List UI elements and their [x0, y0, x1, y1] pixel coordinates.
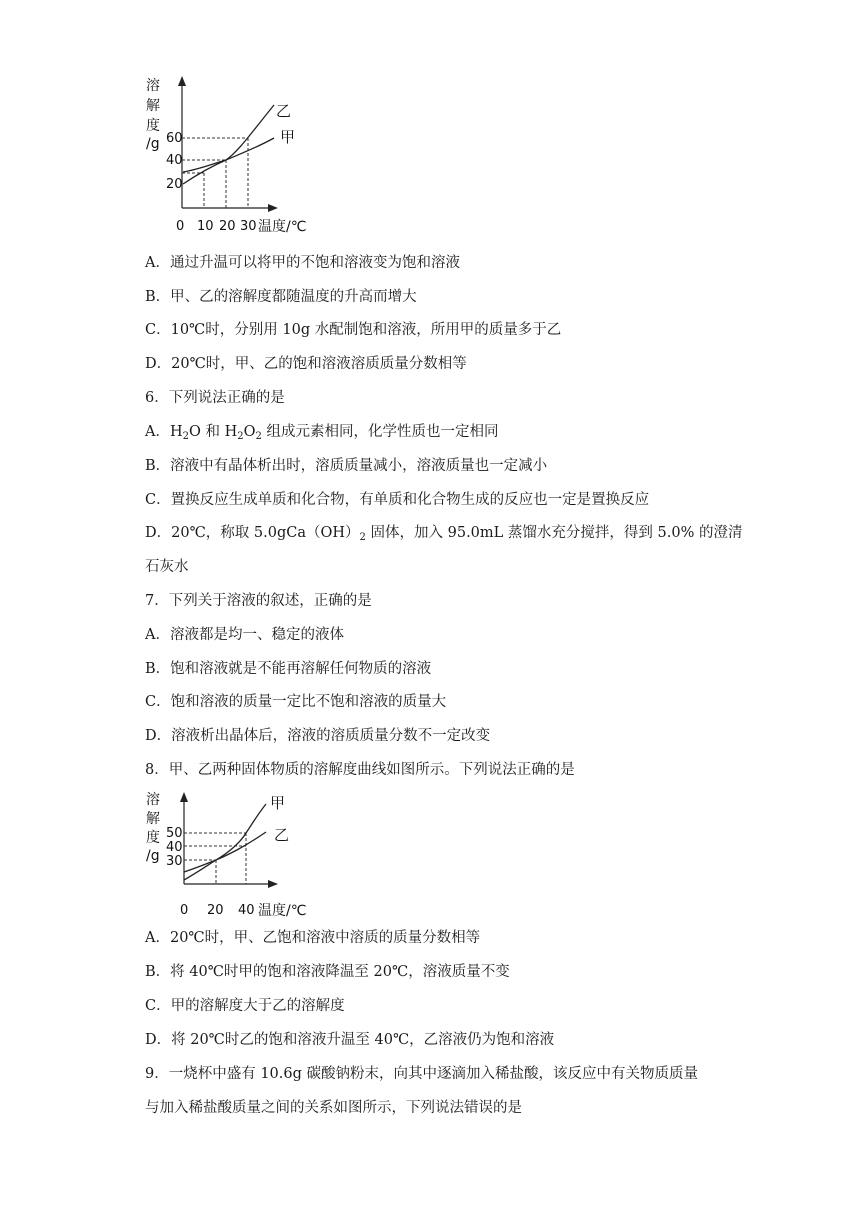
x-tick-label: 0	[180, 903, 189, 918]
subscript: 2	[359, 532, 366, 543]
x-tick-label: 20	[207, 903, 224, 918]
q7-option-d: D．溶液析出晶体后，溶液的溶质质量分数不一定改变	[145, 728, 491, 744]
q8-option-b: B．将 40℃时甲的饱和溶液降温至 20℃，溶液质量不变	[145, 964, 510, 980]
curve-label-yi: 乙	[274, 826, 290, 844]
q5-option-d: D．20℃时，甲、乙的饱和溶液溶质质量分数相等	[145, 356, 467, 372]
x-axis-arrow	[268, 204, 278, 212]
ylabel-char: 度	[146, 830, 160, 846]
curve-label-yi: 乙	[276, 102, 292, 120]
text-run: A．H	[145, 424, 183, 440]
ylabel-char: 度	[146, 118, 160, 134]
x-tick-label: 0	[176, 219, 185, 234]
subscript: 2	[182, 431, 189, 442]
ylabel-char: 解	[146, 811, 160, 827]
q7-stem: 7．下列关于溶液的叙述，正确的是	[145, 593, 372, 609]
q5-option-a: A．通过升温可以将甲的不饱和溶液变为饱和溶液	[145, 255, 460, 271]
solubility-figure-1	[140, 72, 320, 240]
q9-stem-line-2: 与加入稀盐酸质量之间的关系如图所示，下列说法错误的是	[145, 1100, 522, 1116]
text-run: O	[243, 424, 256, 440]
x-tick-label: 20	[219, 219, 236, 234]
q8-option-d: D．将 20℃时乙的饱和溶液升温至 40℃，乙溶液仍为饱和溶液	[145, 1032, 555, 1048]
y-tick-label: 20	[166, 177, 183, 192]
ylabel-char: /g	[146, 136, 160, 152]
text-run: 固体，加入 95.0mL 蒸馏水充分搅拌，得到 5.0% 的澄清	[365, 525, 743, 541]
q6-option-d	[145, 523, 742, 543]
q6-stem: 6．下列说法正确的是	[145, 390, 285, 406]
x-tick-label: 10	[197, 219, 214, 234]
x-tick-label: 30	[240, 219, 257, 234]
ylabel-char: /g	[146, 848, 160, 864]
y-tick-label: 50	[166, 826, 183, 841]
q6-option-a	[145, 422, 499, 442]
y-axis-arrow	[180, 792, 188, 802]
y-tick-label: 30	[166, 854, 183, 869]
solubility-figure-2	[140, 788, 320, 923]
ylabel-char: 溶	[146, 78, 160, 94]
q8-option-a: A．20℃时，甲、乙饱和溶液中溶质的质量分数相等	[145, 930, 481, 946]
y-axis-arrow	[178, 76, 186, 86]
q6-option-d-continued: 石灰水	[145, 559, 189, 575]
curve-label-jia: 甲	[270, 794, 286, 812]
q5-option-c: C．10℃时，分别用 10g 水配制饱和溶液，所用甲的质量多于乙	[145, 322, 562, 338]
curve-jia	[184, 804, 266, 880]
q5-option-b: B．甲、乙的溶解度都随温度的升高而增大	[145, 289, 417, 305]
y-tick-label: 40	[166, 840, 183, 855]
x-axis-arrow	[268, 880, 278, 888]
q6-option-b: B．溶液中有晶体析出时，溶质质量减小，溶液质量也一定减小	[145, 458, 548, 474]
q8-option-c: C．甲的溶解度大于乙的溶解度	[145, 998, 345, 1014]
xlabel: 温度/℃	[258, 219, 307, 235]
q9-stem-line-1: 9．一烧杯中盛有 10.6g 碳酸钠粉末，向其中逐滴加入稀盐酸，该反应中有关物质质量	[145, 1066, 699, 1082]
xlabel: 温度/℃	[258, 903, 307, 919]
subscript: 2	[237, 431, 244, 442]
y-tick-label: 40	[166, 153, 183, 168]
text-run: 组成元素相同，化学性质也一定相同	[261, 424, 499, 440]
x-tick-label: 40	[238, 903, 255, 918]
text-run: D．20℃，称取 5.0gCa（OH）	[145, 525, 360, 541]
curve-yi	[184, 832, 266, 872]
text-run: O 和 H	[189, 424, 238, 440]
q6-option-c: C．置换反应生成单质和化合物，有单质和化合物生成的反应也一定是置换反应	[145, 492, 650, 508]
curve-jia	[183, 138, 274, 172]
curve-label-jia: 甲	[280, 128, 296, 146]
ylabel-char: 解	[146, 98, 160, 114]
q7-option-c: C．饱和溶液的质量一定比不饱和溶液的质量大	[145, 694, 447, 710]
ylabel-char: 溶	[146, 792, 160, 808]
q7-option-b: B．饱和溶液就是不能再溶解任何物质的溶液	[145, 661, 432, 677]
q7-option-a: A．溶液都是均一、稳定的液体	[145, 627, 344, 643]
q8-stem: 8．甲、乙两种固体物质的溶解度曲线如图所示。下列说法正确的是	[145, 762, 575, 778]
y-tick-label: 60	[166, 131, 183, 146]
subscript: 2	[255, 431, 262, 442]
